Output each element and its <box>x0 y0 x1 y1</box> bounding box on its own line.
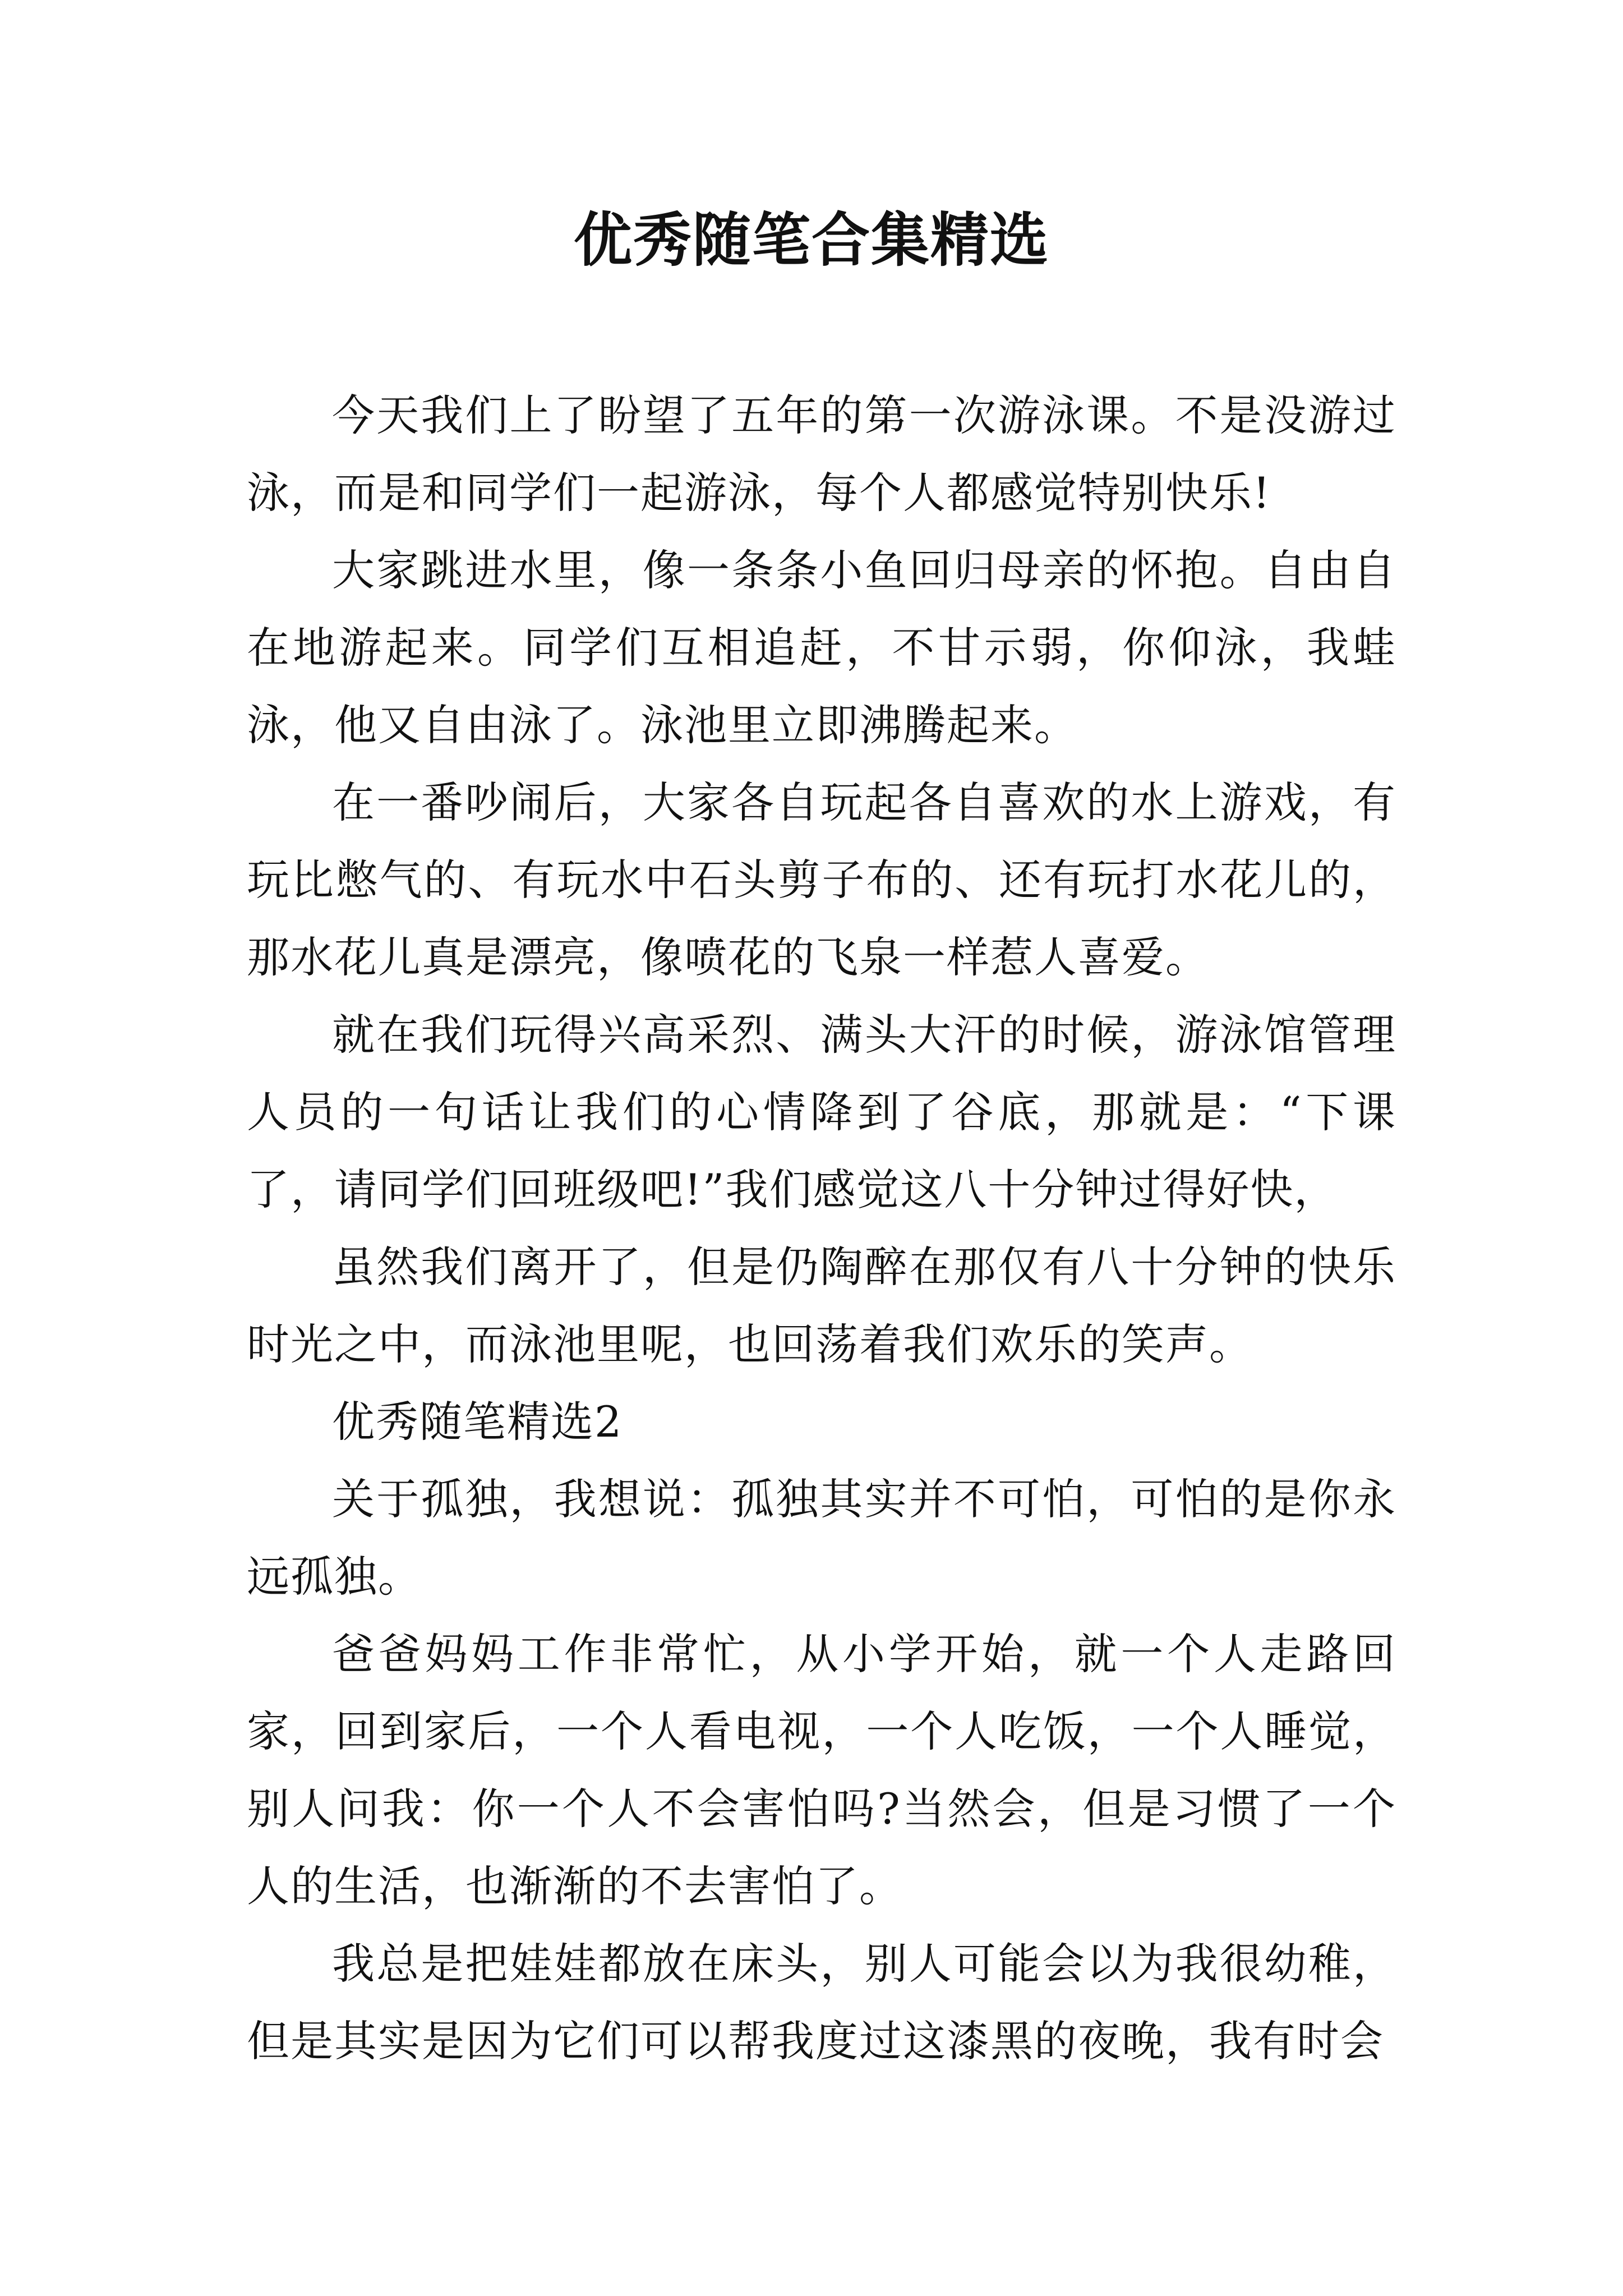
page-title: 优秀随笔合集精选 <box>573 205 1049 274</box>
paragraph-2: 大家跳进水里，像一条条小鱼回归母亲的怀抱。自由自在地游起来。同学们互相追赶，不甘示弱，你仰泳，我蛙泳，他又自由泳了。泳池里立即沸腾起来。 <box>247 545 1396 750</box>
paragraph-6: 关于孤独，我想说：孤独其实并不可怕，可怕的是你永远孤独。 <box>247 1474 1396 1602</box>
paragraph-3: 在一番吵闹后，大家各自玩起各自喜欢的水上游戏，有玩比憋气的、有玩水中石头剪子布的、还有玩打水花儿的，那水花儿真是漂亮，像喷花的飞泉一样惹人喜爱。 <box>247 777 1396 982</box>
paragraph-5: 虽然我们离开了，但是仍陶醉在那仅有八十分钟的快乐时光之中，而泳池里呢，也回荡着我们欢乐的笑声。 <box>247 1242 1396 1369</box>
paragraph-8: 我总是把娃娃都放在床头，别人可能会以为我很幼稚，但是其实是因为它们可以帮我度过这漆黑的夜晚，我有时会 <box>247 1939 1396 2066</box>
document-body <box>247 377 1396 2080</box>
paragraph-7: 爸爸妈妈工作非常忙，从小学开始，就一个人走路回家，回到家后，一个人看电视，一个人吃饭，一个人睡觉，别人问我：你一个人不会害怕吗?当然会，但是习惯了一个人的生活，也渐渐的不去害怕了。 <box>247 1629 1396 1911</box>
paragraph-4: 就在我们玩得兴高采烈、满头大汗的时候，游泳馆管理人员的一句话让我们的心情降到了谷底，那就是：“下课了，请同学们回班级吧!”我们感觉这八十分钟过得好快， <box>247 1010 1396 1214</box>
section-heading-2: 优秀随笔精选2 <box>332 1397 623 1447</box>
paragraph-1: 今天我们上了盼望了五年的第一次游泳课。不是没游过泳，而是和同学们一起游泳，每个人都感觉特别快乐! <box>247 390 1396 518</box>
